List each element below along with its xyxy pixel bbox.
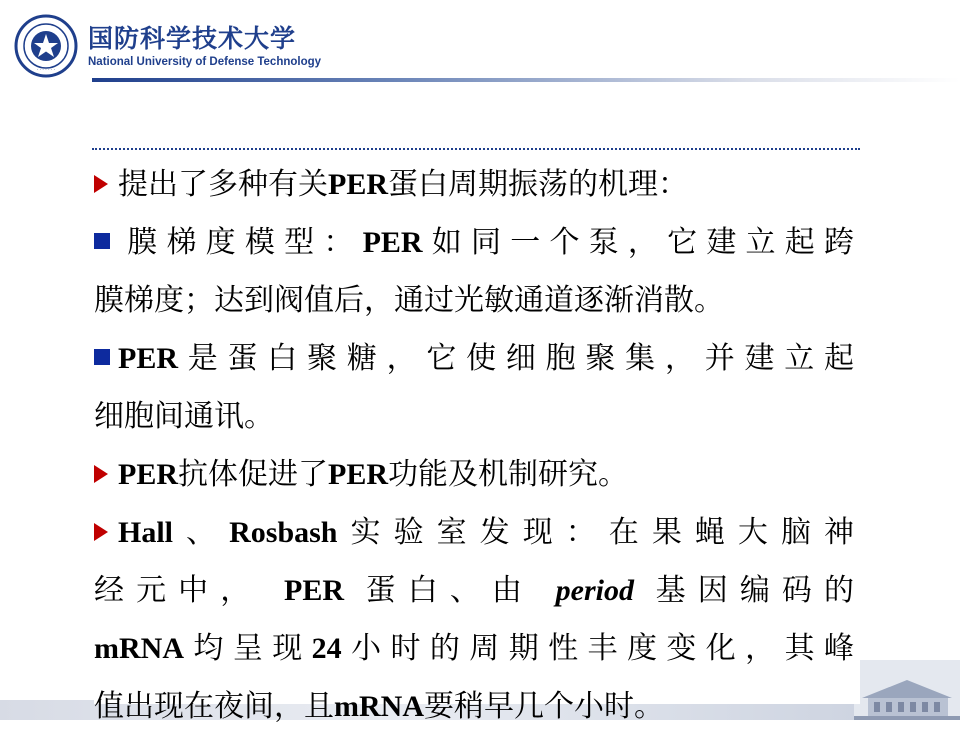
university-logo — [14, 14, 321, 78]
bullet-line-1: 提出了多种有关PER蛋白周期振荡的机理： — [94, 156, 688, 214]
square-bullet-icon — [94, 349, 110, 365]
bullet-line-7: Hall、Rosbash实验室发现：在果蝇大脑神 — [94, 504, 854, 562]
arrow-bullet-icon — [94, 465, 108, 483]
logo-english-name: National University of Defense Technology — [88, 55, 322, 68]
text-line-3: 膜梯度；达到阀值后，通过光敏通道逐渐消散。 — [94, 283, 724, 318]
arrow-bullet-icon — [94, 175, 108, 193]
text-line-9: mRNA均呈现24小时的周期性丰度变化，其峰 — [94, 631, 855, 666]
campus-building-icon — [854, 660, 960, 720]
text-line-8: 经元中， PER 蛋白、由 period 基因编码的 — [94, 573, 855, 608]
bullet-line-6: PER抗体促进了PER功能及机制研究。 — [94, 446, 628, 504]
university-emblem-icon — [14, 14, 78, 78]
bullet-line-4: PER是蛋白聚糖，它使细胞聚集，并建立起 — [94, 330, 854, 388]
text-line-10: 值出现在夜间，且mRNA要稍早几个小时。 — [94, 689, 664, 724]
bullet-line-2: 膜梯度模型：PER如同一个泵，它建立起跨 — [94, 214, 854, 272]
slide-body — [94, 156, 860, 724]
square-bullet-icon — [94, 233, 110, 249]
header-divider — [92, 78, 960, 82]
arrow-bullet-icon — [94, 523, 108, 541]
logo-chinese-name: 国防科学技术大学 — [88, 23, 297, 53]
text-line-5: 细胞间通讯。 — [94, 399, 274, 434]
svg-text:· · · · · · ·: · · · · · · · — [36, 68, 56, 73]
dotted-divider — [92, 148, 860, 150]
svg-text:· · · · ·: · · · · · — [38, 22, 54, 28]
